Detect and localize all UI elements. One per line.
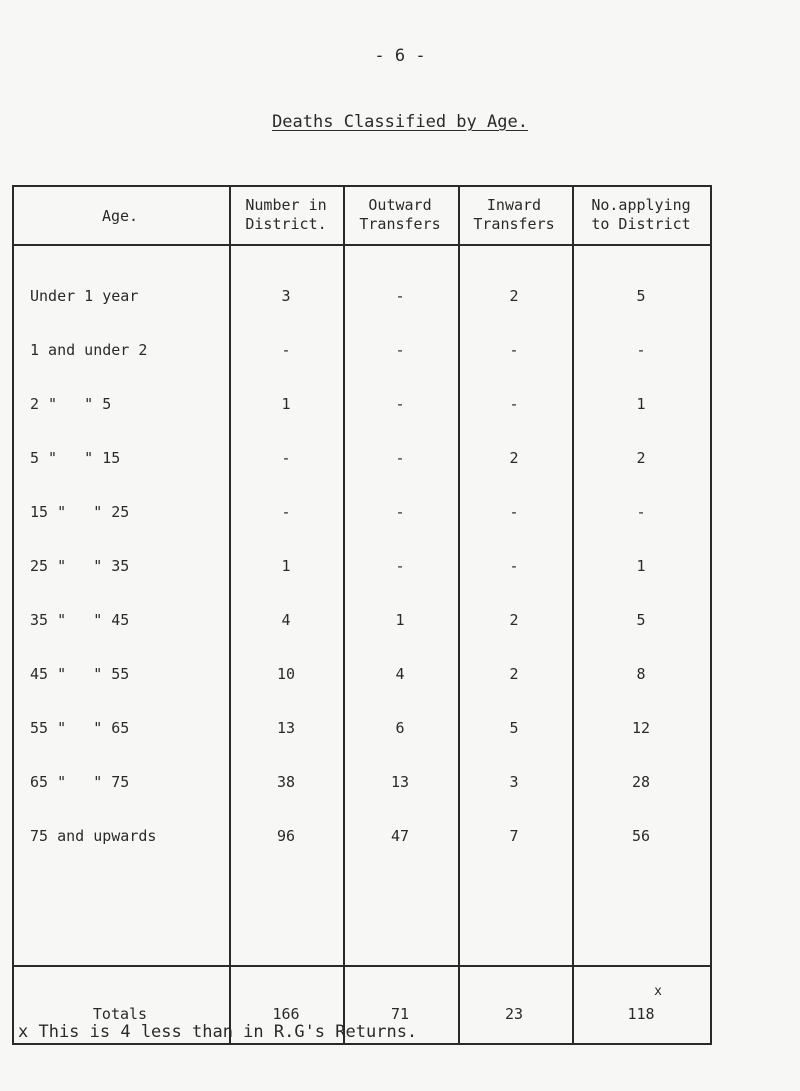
row-number: 3 [281, 287, 291, 305]
row-number: 38 [276, 773, 296, 791]
row-applying: - [636, 503, 646, 521]
row-age: 75 and upwards [30, 827, 157, 845]
row-number: 4 [281, 611, 291, 629]
table-top-border [12, 185, 712, 187]
row-age: 55 " " 65 [30, 719, 130, 737]
column-divider [229, 185, 231, 1044]
row-applying: 5 [636, 287, 646, 305]
row-age: 2 " " 5 [30, 395, 112, 413]
table-bottom-border [12, 1043, 712, 1045]
header-inward-transfers: Inward Transfers [473, 196, 555, 233]
header-bottom-border [12, 244, 712, 246]
row-inward: - [509, 341, 519, 359]
row-outward: - [395, 557, 405, 575]
row-inward: 2 [509, 287, 519, 305]
header-age: Age. [101, 207, 139, 225]
row-age: 45 " " 55 [30, 665, 130, 683]
row-age: 5 " " 15 [30, 449, 121, 467]
row-age: 1 and under 2 [30, 341, 148, 359]
row-applying: 5 [636, 611, 646, 629]
row-inward: - [509, 395, 519, 413]
totals-number: 166 [272, 1005, 300, 1023]
row-number: 1 [281, 395, 291, 413]
totals-top-border [12, 965, 712, 967]
row-number: 96 [276, 827, 296, 845]
row-age: 65 " " 75 [30, 773, 130, 791]
row-inward: 2 [509, 665, 519, 683]
row-applying: 56 [631, 827, 651, 845]
row-inward: - [509, 557, 519, 575]
document-title: Deaths Classified by Age. [272, 112, 528, 132]
header-no-applying: No.applying to District [591, 196, 691, 233]
totals-footnote-mark: x [654, 984, 662, 999]
row-number: 10 [276, 665, 296, 683]
row-inward: - [509, 503, 519, 521]
totals-applying: 118 [627, 1005, 655, 1023]
row-applying: 28 [631, 773, 651, 791]
footnote: x This is 4 less than in R.G's Returns. [18, 1022, 418, 1042]
row-outward: - [395, 449, 405, 467]
row-outward: 13 [390, 773, 410, 791]
row-age: Under 1 year [30, 287, 139, 305]
page-number: - 6 - [374, 46, 426, 66]
totals-inward: 23 [504, 1005, 524, 1023]
row-inward: 2 [509, 449, 519, 467]
row-outward: - [395, 503, 405, 521]
row-number: - [281, 503, 291, 521]
row-age: 25 " " 35 [30, 557, 130, 575]
row-outward: 47 [390, 827, 410, 845]
row-outward: - [395, 395, 405, 413]
row-applying: 12 [631, 719, 651, 737]
column-divider [572, 185, 574, 1044]
row-age: 15 " " 25 [30, 503, 130, 521]
row-outward: 6 [395, 719, 405, 737]
row-number: 1 [281, 557, 291, 575]
row-number: - [281, 449, 291, 467]
row-number: - [281, 341, 291, 359]
header-outward-transfers: Outward Transfers [359, 196, 441, 233]
row-applying: 1 [636, 395, 646, 413]
row-inward: 3 [509, 773, 519, 791]
totals-label: Totals [92, 1005, 148, 1023]
column-divider [12, 185, 14, 1044]
row-outward: 1 [395, 611, 405, 629]
column-divider [458, 185, 460, 1044]
header-number-in-district: Number in District. [245, 196, 327, 233]
row-inward: 7 [509, 827, 519, 845]
column-divider [343, 185, 345, 1044]
row-outward: - [395, 341, 405, 359]
row-inward: 5 [509, 719, 519, 737]
row-applying: - [636, 341, 646, 359]
row-applying: 8 [636, 665, 646, 683]
row-applying: 2 [636, 449, 646, 467]
row-applying: 1 [636, 557, 646, 575]
row-outward: - [395, 287, 405, 305]
row-outward: 4 [395, 665, 405, 683]
row-inward: 2 [509, 611, 519, 629]
totals-outward: 71 [390, 1005, 410, 1023]
row-number: 13 [276, 719, 296, 737]
column-divider [710, 185, 712, 1044]
row-age: 35 " " 45 [30, 611, 130, 629]
